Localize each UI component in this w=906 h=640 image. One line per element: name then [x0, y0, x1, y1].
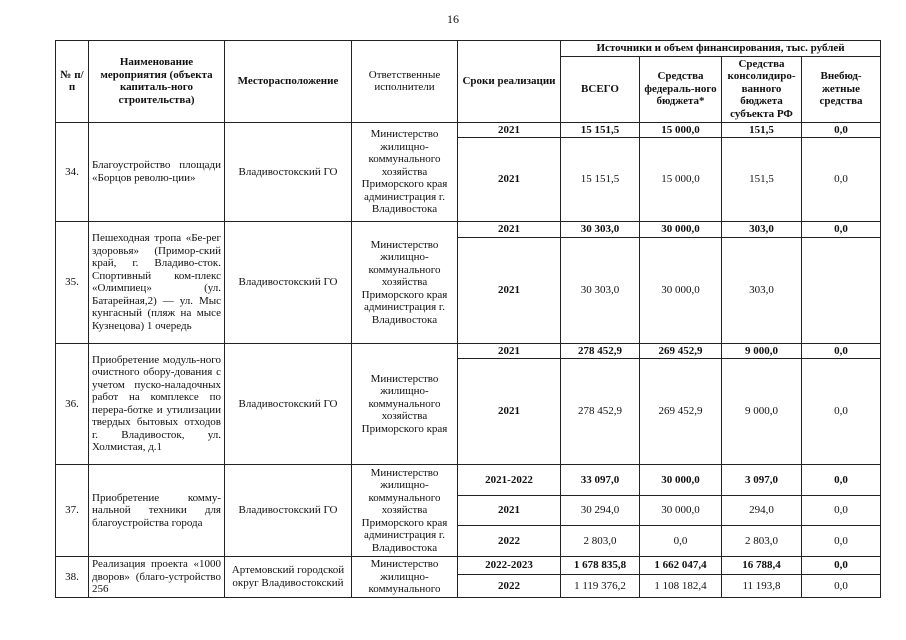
extrabudget-cell: 0,0 [802, 138, 881, 222]
consolidated-cell: 303,0 [722, 222, 802, 238]
total-cell: 278 452,9 [561, 359, 640, 465]
event-name: Благоустройство площади «Борцов револю-ции» [89, 122, 225, 222]
header-location: Месторасположение [225, 41, 352, 123]
header-num: № п/п [56, 41, 89, 123]
federal-cell: 269 452,9 [640, 343, 722, 359]
table-body [56, 122, 881, 597]
consolidated-cell: 9 000,0 [722, 343, 802, 359]
extrabudget-cell: 0,0 [802, 465, 881, 496]
terms-cell: 2021 [458, 343, 561, 359]
row-number: 37. [56, 465, 89, 557]
federal-cell: 15 000,0 [640, 122, 722, 138]
total-cell: 15 151,5 [561, 122, 640, 138]
row-number: 36. [56, 343, 89, 465]
total-cell: 1 678 835,8 [561, 557, 640, 575]
terms-cell: 2021-2022 [458, 465, 561, 496]
header-total: ВСЕГО [561, 56, 640, 122]
row-number: 34. [56, 122, 89, 222]
total-cell: 33 097,0 [561, 465, 640, 496]
responsible-cell: Министерство жилищно-коммунального хозяйства Приморского края администрация г. Владивостока [352, 222, 458, 344]
header-name: Наименование мероприятия (объекта капиталь-ного строительства) [89, 41, 225, 123]
location-cell: Владивостокский ГО [225, 343, 352, 465]
page-number: 16 [447, 12, 459, 26]
table-row [56, 557, 881, 575]
total-cell: 1 119 376,2 [561, 575, 640, 597]
federal-cell: 30 000,0 [640, 496, 722, 526]
federal-cell: 30 000,0 [640, 465, 722, 496]
extrabudget-cell: 0,0 [802, 359, 881, 465]
location-cell: Владивостокский ГО [225, 122, 352, 222]
event-name: Пешеходная тропа «Бе-рег здоровья» (Примор-ский край, г. Владиво-сток. Спортивный ком-плекс «Олимпиец» (ул. Батарейная,2) — ул. Мыс кунгасный (пляж на мысе Кузнецова) 1 очередь [89, 222, 225, 344]
row-number: 35. [56, 222, 89, 344]
total-cell: 30 294,0 [561, 496, 640, 526]
event-name: Приобретение модуль-ного очистного обору-дования с учетом пуско-наладочных работ на комплексе по перера-ботке и утилизации твердых бытовых отходов г. Владивосток, ул. Холмистая, д.1 [89, 343, 225, 465]
terms-cell: 2022-2023 [458, 557, 561, 575]
total-cell: 278 452,9 [561, 343, 640, 359]
location-cell: Владивостокский ГО [225, 222, 352, 344]
terms-cell: 2022 [458, 575, 561, 597]
federal-cell: 1 108 182,4 [640, 575, 722, 597]
table-row [56, 343, 881, 359]
federal-cell: 0,0 [640, 526, 722, 557]
responsible-cell: Министерство жилищно-коммунального хозяйства Приморского края [352, 343, 458, 465]
extrabudget-cell: 0,0 [802, 343, 881, 359]
extrabudget-cell [802, 237, 881, 343]
extrabudget-cell: 0,0 [802, 122, 881, 138]
terms-cell: 2022 [458, 526, 561, 557]
total-cell: 15 151,5 [561, 138, 640, 222]
federal-cell: 15 000,0 [640, 138, 722, 222]
financing-table [55, 40, 881, 598]
table-row [56, 465, 881, 496]
header-sources: Источники и объем финансирования, тыс. рублей [561, 41, 881, 57]
terms-cell: 2021 [458, 122, 561, 138]
table-row [56, 222, 881, 238]
header-consolidated: Средства консолидиро-ванного бюджета субъекта РФ [722, 56, 802, 122]
terms-cell: 2021 [458, 237, 561, 343]
event-name: Приобретение комму-нальной техники для благоустройства города [89, 465, 225, 557]
extrabudget-cell: 0,0 [802, 557, 881, 575]
terms-cell: 2021 [458, 138, 561, 222]
federal-cell: 269 452,9 [640, 359, 722, 465]
location-cell: Владивостокский ГО [225, 465, 352, 557]
responsible-cell: Министерство жилищно-коммунального хозяйства Приморского края администрация г. Владивостока [352, 465, 458, 557]
federal-cell: 1 662 047,4 [640, 557, 722, 575]
header-extrabudget: Внебюд-жетные средства [802, 56, 881, 122]
extrabudget-cell: 0,0 [802, 222, 881, 238]
consolidated-cell: 2 803,0 [722, 526, 802, 557]
consolidated-cell: 3 097,0 [722, 465, 802, 496]
terms-cell: 2021 [458, 222, 561, 238]
federal-cell: 30 000,0 [640, 237, 722, 343]
header-federal: Средства федераль-ного бюджета* [640, 56, 722, 122]
consolidated-cell: 151,5 [722, 122, 802, 138]
consolidated-cell: 16 788,4 [722, 557, 802, 575]
consolidated-cell: 303,0 [722, 237, 802, 343]
extrabudget-cell: 0,0 [802, 526, 881, 557]
table-row [56, 122, 881, 138]
header-responsible: Ответственные исполнители [352, 41, 458, 123]
row-number: 38. [56, 557, 89, 598]
total-cell: 30 303,0 [561, 222, 640, 238]
terms-cell: 2021 [458, 496, 561, 526]
responsible-cell: Министерство жилищно-коммунального хозяйства Приморского края администрация г. Владивостока [352, 122, 458, 222]
total-cell: 2 803,0 [561, 526, 640, 557]
event-name: Реализация проекта «1000 дворов» (благо-устройство 256 [89, 557, 225, 598]
location-cell: Артемовский городской округ Владивостокский [225, 557, 352, 598]
responsible-cell: Министерство жилищно-коммунального [352, 557, 458, 598]
consolidated-cell: 9 000,0 [722, 359, 802, 465]
terms-cell: 2021 [458, 359, 561, 465]
consolidated-cell: 151,5 [722, 138, 802, 222]
extrabudget-cell: 0,0 [802, 496, 881, 526]
federal-cell: 30 000,0 [640, 222, 722, 238]
header-terms: Сроки реализации [458, 41, 561, 123]
consolidated-cell: 294,0 [722, 496, 802, 526]
total-cell: 30 303,0 [561, 237, 640, 343]
extrabudget-cell: 0,0 [802, 575, 881, 597]
consolidated-cell: 11 193,8 [722, 575, 802, 597]
